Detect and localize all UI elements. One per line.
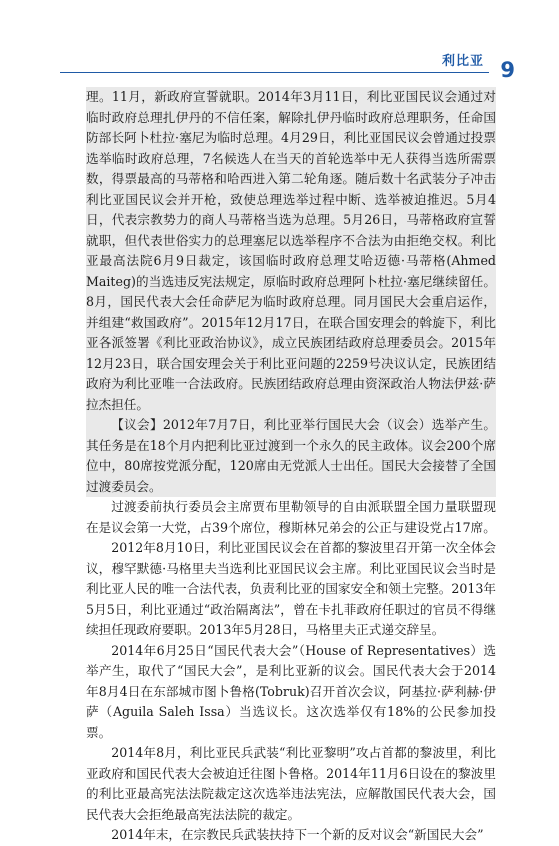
paragraph: 2012年8月10日，利比亚国民议会在首都的黎波里召开第一次全体会议，穆罕默德·马格里夫当选利比亚国民议会主席。利比亚国民议会当时是利比亚人民的唯一合法代表，负责利比亚的国家安全和领土完整。2013年5月5日，利比亚通过“政治隔离法”，曾在卡扎菲政府任职过的官员不得继续担任现政府要职。2013年5月28日，马格里夫正式递交辞呈。: [86, 540, 496, 637]
paragraph: 2014年8月，利比亚民兵武装“利比亚黎明”攻占首都的黎波里，利比亚政府和国民代表大会被迫迁往图卜鲁格。2014年11月6日设在的黎波里的利比亚最高宪法法院裁定这次选举违法宪法，应解散国民代表大会，国民代表大会拒绝最高宪法法院的裁定。: [86, 745, 496, 822]
page-number: 9: [500, 58, 515, 82]
paragraph: 理。11月，新政府宣誓就职。2014年3月11日，利比亚国民议会通过对临时政府总理扎伊丹的不信任案，解除扎伊丹临时政府总理职务，任命国防部长阿卜杜拉·塞尼为临时总理。4月29日，利比亚国民议会曾通过投票选举临时政府总理，7名候选人在当天的首轮选举中无人获得当选所需票数，得票最高的马蒂格和哈西进入第二轮角逐。随后数十名武装分子冲击利比亚国民议会并开枪，致使总理选举过程中断、选举被迫推迟。5月4日，代表宗教势力的商人马蒂格当选为总理。5月26日，马蒂格政府宣誓就职，但代表世俗实力的总理塞尼以选举程序不合法为由拒绝交权。利比亚最高法院6月9日裁定，该国临时政府总理艾哈迈德·马蒂格(Ahmed Maiteg)的当选违反宪法规定，原临时政府总理阿卜杜拉·塞尼继续留任。8月，国民代表大会任命萨尼为临时政府总理。同月国民大会重启运作，并组建“救国政府”。2015年12月17日，在联合国安理会的斡旋下，利比亚各派签署《利比亚政治协议》，成立民族团结政府总理委员会。2015年12月23日，联合国安理会关于利比亚问题的2259号决议认定，民族团结政府为利比亚唯一合法政府。民族团结政府总理由资深政治人物法伊兹·萨拉杰担任。: [86, 87, 496, 415]
body-text: [86, 87, 496, 846]
section-title: 利比亚: [441, 54, 484, 69]
header-rule: [60, 72, 489, 73]
page-header: [0, 50, 559, 90]
paragraph: 2014年6月25日“国民代表大会”（House of Representatives）选举产生，取代了“国民大会”，是利比亚新的议会。国民代表大会于2014年8月4日在东部城市图卜鲁格(Tobruk)召开首次会议，阿基拉·萨利赫·伊萨（Aguila Saleh Issa）当选议长。这次选举仅有18%的公民参加投票。: [86, 642, 496, 740]
paragraph: 过渡委前执行委员会主席贾布里勒领导的自由派联盟全国力量联盟现在是议会第一大党，占39个席位，穆斯林兄弟会的公正与建设党占17席。: [86, 499, 496, 535]
paragraph: 2014年末，在宗教民兵武装扶持下一个新的反对议会“新国民大会”: [111, 827, 484, 842]
paragraph: 【议会】2012年7月7日，利比亚举行国民大会（议会）选举产生。其任务是在18个月内把利比亚过渡到一个永久的民主政体。议会200个席位中，80席按党派分配，120席由无党派人士出任。国民大会接替了全国过渡委员会。: [86, 415, 496, 497]
